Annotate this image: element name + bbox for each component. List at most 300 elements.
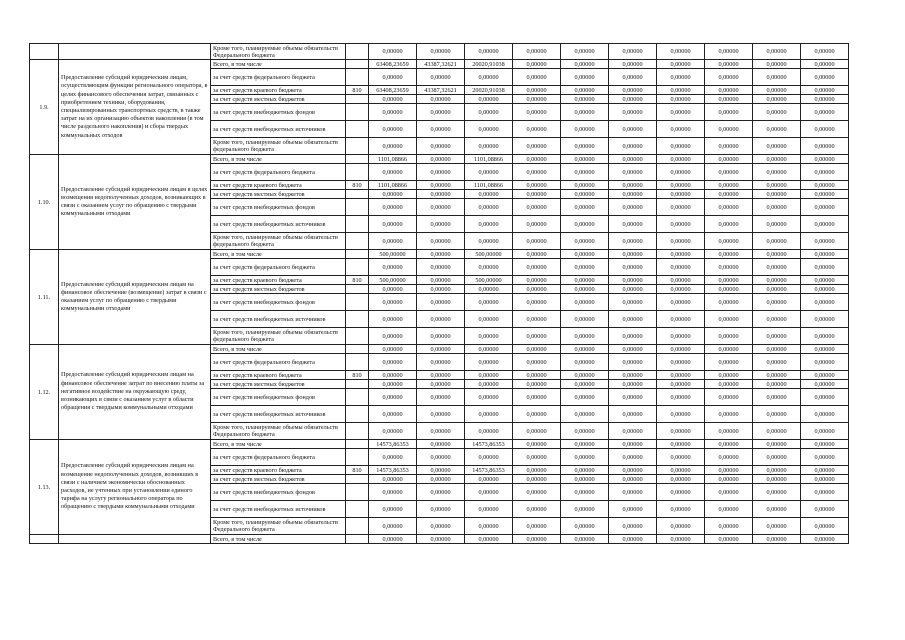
source-label: Кроме того, планируемые объемы обязательств федерального бюджета [211,328,346,345]
value-cell: 0,00000 [609,216,657,233]
value-cell: 0,00000 [705,259,753,276]
value-cell: 0,00000 [465,328,513,345]
value-cell: 0,00000 [705,233,753,250]
item-description: Предоставление субсидий юридическим лицам в целях возмещения недополученных доходов, возникающих в связи с оказанием услуг по обращению с твердыми коммунальными отходами [59,155,211,250]
value-cell: 0,00000 [369,259,417,276]
value-cell: 0,00000 [561,190,609,199]
value-cell: 0,00000 [369,233,417,250]
value-cell: 0,00000 [753,354,801,371]
value-cell: 0,00000 [513,199,561,216]
value-cell: 0,00000 [657,181,705,190]
source-label: за счет средств внебюджетных источников [211,121,346,138]
group-code [346,190,369,199]
value-cell: 0,00000 [753,466,801,475]
value-cell: 0,00000 [417,328,465,345]
value-cell: 0,00000 [753,250,801,259]
value-cell: 0,00000 [465,259,513,276]
group-code [346,484,369,501]
value-cell: 14573,86353 [465,466,513,475]
value-cell: 0,00000 [657,423,705,440]
table-row [30,60,849,69]
source-label: Кроме того, планируемые объемы обязательств Федерального бюджета [211,44,346,60]
value-cell: 0,00000 [609,466,657,475]
value-cell: 0,00000 [801,311,849,328]
value-cell: 0,00000 [657,389,705,406]
value-cell: 0,00000 [417,259,465,276]
value-cell: 0,00000 [705,380,753,389]
value-cell: 0,00000 [561,501,609,518]
value-cell: 0,00000 [561,466,609,475]
value-cell: 0,00000 [417,164,465,181]
source-label: за счет средств внебюджетных фондов [211,389,346,406]
value-cell: 0,00000 [705,371,753,380]
value-cell: 0,00000 [465,380,513,389]
value-cell: 0,00000 [753,60,801,69]
value-cell: 0,00000 [753,199,801,216]
value-cell: 0,00000 [609,233,657,250]
value-cell: 0,00000 [609,69,657,86]
source-label: за счет средств внебюджетных фондов [211,294,346,311]
value-cell: 0,00000 [657,294,705,311]
value-cell: 0,00000 [705,190,753,199]
value-cell: 0,00000 [657,371,705,380]
value-cell: 0,00000 [705,449,753,466]
value-cell: 0,00000 [513,285,561,294]
value-cell: 0,00000 [417,449,465,466]
value-cell: 0,00000 [705,60,753,69]
value-cell: 0,00000 [561,423,609,440]
value-cell: 0,00000 [369,44,417,60]
value-cell: 0,00000 [465,475,513,484]
group-code [346,95,369,104]
group-code: 810 [346,371,369,380]
value-cell: 0,00000 [465,449,513,466]
value-cell: 0,00000 [465,164,513,181]
source-label: за счет средств внебюджетных источников [211,501,346,518]
value-cell: 0,00000 [657,380,705,389]
value-cell: 0,00000 [513,535,561,544]
value-cell: 0,00000 [609,501,657,518]
value-cell: 0,00000 [561,285,609,294]
value-cell: 0,00000 [753,475,801,484]
value-cell: 0,00000 [513,60,561,69]
value-cell: 0,00000 [705,155,753,164]
value-cell: 0,00000 [417,380,465,389]
value-cell: 0,00000 [657,535,705,544]
value-cell: 0,00000 [801,535,849,544]
value-cell: 0,00000 [609,440,657,449]
value-cell: 0,00000 [561,518,609,535]
value-cell: 0,00000 [465,311,513,328]
value-cell: 63408,23659 [369,86,417,95]
group-code: 810 [346,276,369,285]
value-cell: 0,00000 [513,181,561,190]
value-cell: 0,00000 [369,475,417,484]
value-cell: 0,00000 [417,501,465,518]
value-cell: 0,00000 [465,121,513,138]
value-cell: 0,00000 [801,423,849,440]
value-cell: 0,00000 [801,259,849,276]
value-cell: 0,00000 [513,190,561,199]
value-cell: 0,00000 [513,328,561,345]
value-cell: 0,00000 [753,164,801,181]
value-cell: 0,00000 [369,311,417,328]
value-cell: 0,00000 [657,475,705,484]
value-cell: 0,00000 [465,285,513,294]
value-cell: 500,00000 [465,250,513,259]
source-label: за счет средств краевого бюджета [211,86,346,95]
value-cell: 0,00000 [705,475,753,484]
value-cell: 0,00000 [561,155,609,164]
value-cell: 0,00000 [801,354,849,371]
value-cell: 0,00000 [753,216,801,233]
value-cell: 0,00000 [657,484,705,501]
value-cell: 0,00000 [657,86,705,95]
value-cell: 0,00000 [417,233,465,250]
value-cell: 0,00000 [801,190,849,199]
value-cell: 0,00000 [369,69,417,86]
item-index: 1.10. [30,155,59,250]
value-cell: 0,00000 [801,181,849,190]
value-cell: 0,00000 [657,69,705,86]
value-cell: 0,00000 [417,155,465,164]
value-cell: 0,00000 [513,216,561,233]
value-cell: 0,00000 [753,276,801,285]
value-cell: 0,00000 [753,233,801,250]
value-cell: 0,00000 [657,155,705,164]
value-cell: 0,00000 [465,406,513,423]
item-index: 1.11. [30,250,59,345]
group-code [346,164,369,181]
value-cell: 0,00000 [609,354,657,371]
value-cell: 0,00000 [417,121,465,138]
item-index-cell [30,535,59,544]
value-cell: 0,00000 [369,104,417,121]
value-cell: 0,00000 [561,328,609,345]
value-cell: 0,00000 [705,44,753,60]
value-cell: 0,00000 [801,121,849,138]
value-cell: 0,00000 [369,389,417,406]
value-cell: 0,00000 [657,466,705,475]
group-code [346,389,369,406]
value-cell: 0,00000 [417,138,465,155]
value-cell: 0,00000 [705,423,753,440]
value-cell: 0,00000 [561,406,609,423]
value-cell: 0,00000 [369,216,417,233]
value-cell: 0,00000 [417,354,465,371]
value-cell: 0,00000 [801,44,849,60]
item-index: 1.13. [30,440,59,535]
value-cell: 0,00000 [657,104,705,121]
source-label: за счет средств местных бюджетов [211,380,346,389]
value-cell: 0,00000 [369,484,417,501]
value-cell: 0,00000 [705,86,753,95]
value-cell: 0,00000 [801,484,849,501]
value-cell: 0,00000 [561,371,609,380]
value-cell: 0,00000 [753,389,801,406]
source-label: за счет средств федерального бюджета [211,354,346,371]
value-cell: 0,00000 [465,501,513,518]
value-cell: 500,00000 [369,250,417,259]
value-cell: 0,00000 [705,406,753,423]
value-cell: 0,00000 [513,475,561,484]
value-cell: 0,00000 [609,60,657,69]
value-cell: 0,00000 [561,69,609,86]
value-cell: 0,00000 [561,345,609,354]
value-cell: 0,00000 [417,44,465,60]
value-cell: 0,00000 [657,190,705,199]
value-cell: 0,00000 [369,345,417,354]
value-cell: 0,00000 [369,121,417,138]
value-cell: 0,00000 [513,259,561,276]
source-label: за счет средств краевого бюджета [211,371,346,380]
value-cell: 0,00000 [705,389,753,406]
value-cell: 0,00000 [705,69,753,86]
value-cell: 0,00000 [657,259,705,276]
value-cell: 0,00000 [753,440,801,449]
value-cell: 0,00000 [609,190,657,199]
value-cell: 0,00000 [705,104,753,121]
value-cell: 0,00000 [417,285,465,294]
value-cell: 0,00000 [801,164,849,181]
value-cell: 0,00000 [465,69,513,86]
value-cell: 0,00000 [513,501,561,518]
value-cell: 0,00000 [801,518,849,535]
value-cell: 0,00000 [609,294,657,311]
value-cell: 0,00000 [801,449,849,466]
value-cell: 0,00000 [513,164,561,181]
value-cell: 0,00000 [609,138,657,155]
value-cell: 0,00000 [753,104,801,121]
value-cell: 0,00000 [561,250,609,259]
value-cell: 0,00000 [417,181,465,190]
group-code [346,328,369,345]
value-cell: 0,00000 [609,155,657,164]
value-cell: 0,00000 [417,95,465,104]
source-label: за счет средств местных бюджетов [211,190,346,199]
value-cell: 0,00000 [513,354,561,371]
value-cell: 0,00000 [657,121,705,138]
value-cell: 0,00000 [609,311,657,328]
group-code [346,60,369,69]
value-cell: 0,00000 [705,181,753,190]
value-cell: 0,00000 [369,164,417,181]
value-cell: 0,00000 [705,285,753,294]
value-cell: 0,00000 [417,311,465,328]
value-cell: 0,00000 [705,328,753,345]
value-cell: 0,00000 [417,518,465,535]
value-cell: 0,00000 [369,354,417,371]
value-cell: 0,00000 [609,328,657,345]
value-cell: 0,00000 [705,199,753,216]
value-cell: 0,00000 [369,199,417,216]
source-label: Всего, в том числе [211,60,346,69]
value-cell: 0,00000 [417,216,465,233]
value-cell: 0,00000 [513,518,561,535]
value-cell: 0,00000 [753,449,801,466]
value-cell: 0,00000 [561,233,609,250]
value-cell: 0,00000 [609,95,657,104]
value-cell: 0,00000 [561,181,609,190]
item-description: Предоставление субсидий юридическим лицам на финансовое обеспечение затрат по внесению платы за негативное воздействие на окружающую среду, возникающих в связи с оказанием услуг в области обращения с твердыми коммунальными отходами [59,345,211,440]
value-cell: 0,00000 [513,466,561,475]
value-cell: 0,00000 [417,69,465,86]
value-cell: 0,00000 [801,380,849,389]
value-cell: 14573,86353 [369,440,417,449]
table-row [30,250,849,259]
value-cell: 0,00000 [609,389,657,406]
value-cell: 0,00000 [369,380,417,389]
value-cell: 0,00000 [609,104,657,121]
value-cell: 0,00000 [465,233,513,250]
value-cell: 0,00000 [753,484,801,501]
value-cell: 0,00000 [513,104,561,121]
source-label: Всего, в том числе [211,155,346,164]
value-cell: 0,00000 [753,345,801,354]
source-label: Всего, в том числе [211,345,346,354]
value-cell: 0,00000 [657,164,705,181]
source-label: за счет средств внебюджетных фондов [211,199,346,216]
value-cell: 0,00000 [513,155,561,164]
value-cell: 0,00000 [561,276,609,285]
value-cell: 0,00000 [657,199,705,216]
group-code [346,44,369,60]
value-cell: 0,00000 [753,259,801,276]
source-label: за счет средств внебюджетных источников [211,216,346,233]
group-code [346,250,369,259]
value-cell: 0,00000 [801,104,849,121]
value-cell: 0,00000 [513,406,561,423]
value-cell: 0,00000 [561,199,609,216]
value-cell: 0,00000 [801,475,849,484]
item-description-cell [59,44,211,60]
value-cell: 0,00000 [753,294,801,311]
value-cell: 0,00000 [801,276,849,285]
value-cell: 0,00000 [801,406,849,423]
value-cell: 0,00000 [465,423,513,440]
value-cell: 0,00000 [465,518,513,535]
value-cell: 0,00000 [753,121,801,138]
value-cell: 0,00000 [609,121,657,138]
value-cell: 0,00000 [369,501,417,518]
value-cell: 0,00000 [513,250,561,259]
value-cell: 0,00000 [513,380,561,389]
value-cell: 43387,32621 [417,86,465,95]
value-cell: 0,00000 [561,311,609,328]
value-cell: 0,00000 [561,121,609,138]
value-cell: 20020,91038 [465,60,513,69]
value-cell: 0,00000 [609,276,657,285]
group-code [346,138,369,155]
group-code: 810 [346,181,369,190]
source-label: Кроме того, планируемые объемы обязательств Федерального бюджета [211,518,346,535]
value-cell: 0,00000 [513,311,561,328]
value-cell: 0,00000 [609,345,657,354]
value-cell: 0,00000 [801,69,849,86]
value-cell: 0,00000 [657,95,705,104]
group-code [346,259,369,276]
value-cell: 0,00000 [561,86,609,95]
value-cell: 0,00000 [417,250,465,259]
value-cell: 0,00000 [465,44,513,60]
value-cell: 0,00000 [417,294,465,311]
value-cell: 0,00000 [801,233,849,250]
value-cell: 0,00000 [465,535,513,544]
value-cell: 0,00000 [657,518,705,535]
value-cell: 0,00000 [801,466,849,475]
value-cell: 0,00000 [561,440,609,449]
value-cell: 0,00000 [753,181,801,190]
value-cell: 0,00000 [417,423,465,440]
value-cell: 1101,08866 [369,155,417,164]
value-cell: 20020,91038 [465,86,513,95]
value-cell: 0,00000 [609,86,657,95]
group-code: 810 [346,86,369,95]
value-cell: 0,00000 [753,190,801,199]
value-cell: 0,00000 [753,311,801,328]
value-cell: 0,00000 [417,406,465,423]
source-label: за счет средств внебюджетных источников [211,311,346,328]
value-cell: 0,00000 [369,535,417,544]
value-cell: 0,00000 [465,354,513,371]
value-cell: 0,00000 [609,380,657,389]
value-cell: 0,00000 [705,345,753,354]
value-cell: 0,00000 [513,69,561,86]
source-label: за счет средств внебюджетных фондов [211,484,346,501]
value-cell: 0,00000 [657,440,705,449]
value-cell: 0,00000 [609,518,657,535]
source-label: Всего, в том числе [211,250,346,259]
source-label: за счет средств федерального бюджета [211,449,346,466]
value-cell: 0,00000 [561,380,609,389]
group-code [346,233,369,250]
value-cell: 0,00000 [417,371,465,380]
source-label: за счет средств местных бюджетов [211,285,346,294]
value-cell: 0,00000 [801,216,849,233]
value-cell: 0,00000 [801,86,849,95]
group-code [346,155,369,164]
source-label: за счет средств краевого бюджета [211,466,346,475]
item-description: Предоставление субсидий юридическим лицам, осуществляющим функции регионального оператора, в целях финансового обеспечения затрат, связанных с приобретением техники, оборудования, специализированных транспортных средств, в также затрат на их организацию объектов накопления (в том числе раздельного накопления) и сбора твердых коммунальных отходов [59,60,211,155]
value-cell: 0,00000 [753,518,801,535]
group-code [346,216,369,233]
value-cell: 0,00000 [753,155,801,164]
group-code [346,449,369,466]
value-cell: 0,00000 [561,535,609,544]
value-cell: 0,00000 [753,328,801,345]
value-cell: 0,00000 [705,311,753,328]
group-code [346,475,369,484]
budget-table [29,43,849,544]
source-label: за счет средств внебюджетных фондов [211,104,346,121]
value-cell: 0,00000 [801,285,849,294]
value-cell: 0,00000 [753,535,801,544]
value-cell: 0,00000 [561,44,609,60]
item-index: 1.12. [30,345,59,440]
value-cell: 0,00000 [609,164,657,181]
group-code [346,380,369,389]
item-description-cell [59,535,211,544]
value-cell: 0,00000 [801,199,849,216]
value-cell: 0,00000 [417,276,465,285]
value-cell: 0,00000 [753,406,801,423]
value-cell: 0,00000 [657,328,705,345]
value-cell: 0,00000 [801,389,849,406]
group-code [346,423,369,440]
source-label: Кроме того, планируемые объемы обязательств федерального бюджета [211,233,346,250]
value-cell: 0,00000 [609,199,657,216]
value-cell: 0,00000 [609,423,657,440]
